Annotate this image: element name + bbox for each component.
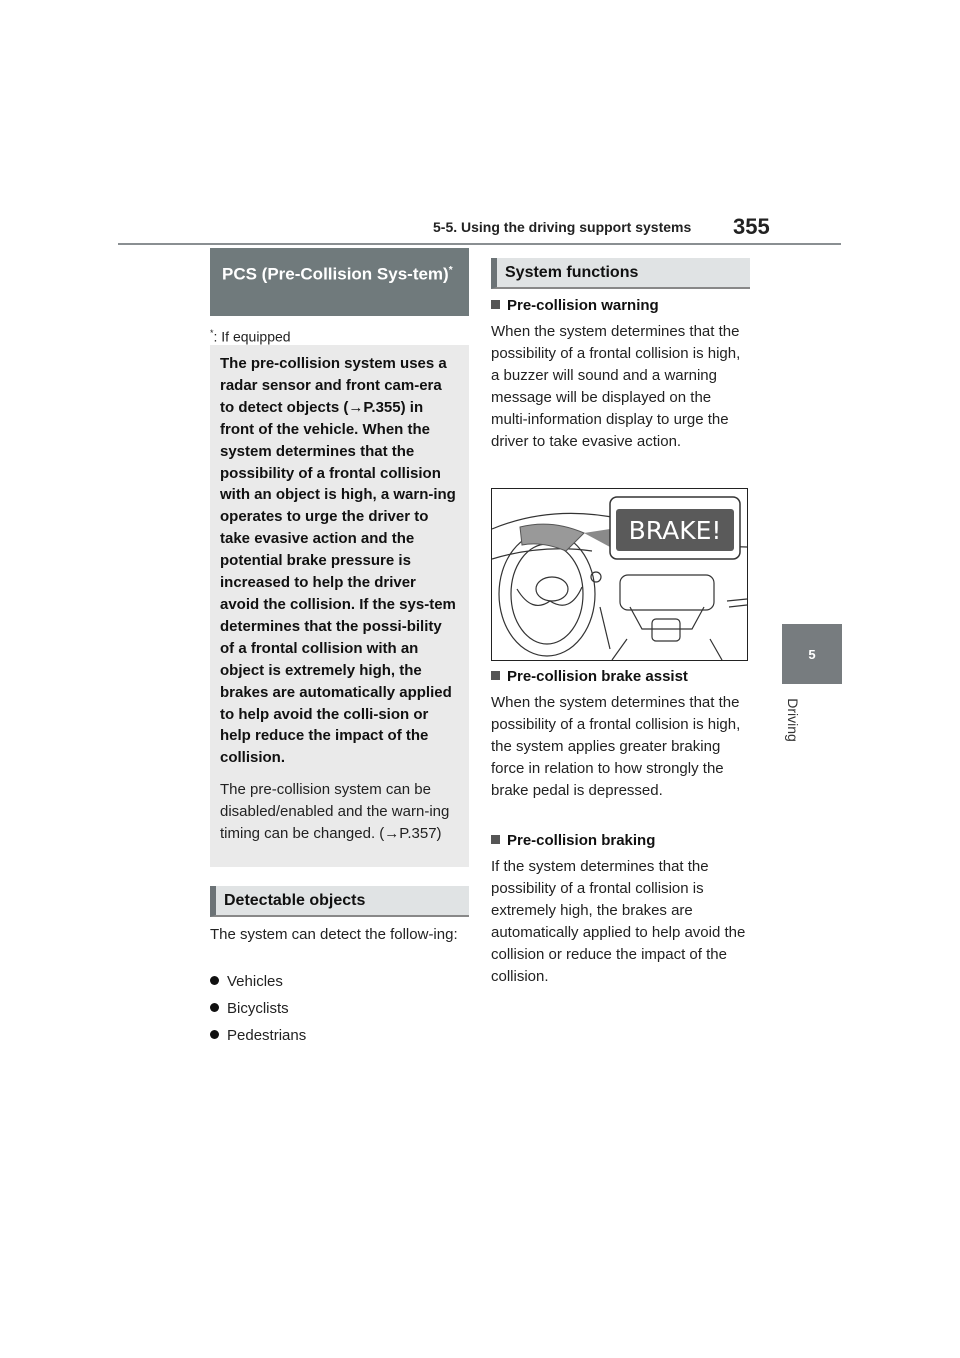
dash-edge bbox=[600, 607, 610, 649]
braking-title bbox=[491, 831, 655, 851]
list-item-label: Pedestrians bbox=[227, 1027, 307, 1044]
braking-title-text: Pre-collision braking bbox=[507, 832, 656, 849]
intro-plain-text: The pre-collision system can be disabled/enabled and the warn-ing timing can be changed. (→P.357) bbox=[220, 781, 450, 843]
warning-title-text: Pre-collision warning bbox=[507, 297, 659, 314]
steering-wheel-inner bbox=[511, 544, 583, 644]
vent bbox=[727, 599, 747, 607]
system-functions-heading: System functions bbox=[491, 258, 750, 289]
bullet-icon bbox=[210, 976, 219, 985]
pcs-heading-asterisk: * bbox=[448, 265, 453, 276]
chapter-number: 5 bbox=[808, 646, 816, 662]
list-item bbox=[210, 972, 470, 992]
intro-box bbox=[210, 345, 469, 867]
brake-assist-text: When the system determines that the possibility of a frontal collision is high, the system applies greater braking force in relation to how strongly the brake pedal is depressed. bbox=[491, 694, 741, 799]
steering-wheel bbox=[499, 532, 595, 656]
detectable-list bbox=[210, 972, 470, 1053]
chapter-tab bbox=[782, 624, 842, 684]
list-item bbox=[210, 999, 470, 1019]
bullet-icon bbox=[210, 1003, 219, 1012]
pcs-heading-text: PCS (Pre-Collision Sys-tem) bbox=[222, 264, 449, 284]
footnote-mark: * bbox=[210, 328, 214, 338]
chapter-label: Driving bbox=[785, 698, 801, 742]
detectable-objects-heading: Detectable objects bbox=[210, 886, 469, 917]
brake-assist-title bbox=[491, 667, 688, 687]
start-button bbox=[591, 572, 601, 582]
square-bullet-icon bbox=[491, 835, 500, 844]
brake-warning-text: BRAKE! bbox=[628, 516, 722, 545]
dashboard-drawing bbox=[492, 489, 747, 660]
brake-assist-title-text: Pre-collision brake assist bbox=[507, 668, 688, 685]
meter-cluster bbox=[520, 524, 584, 551]
dash-line bbox=[492, 549, 592, 559]
footnote bbox=[210, 328, 291, 345]
bullet-icon bbox=[210, 1030, 219, 1039]
steering-spoke bbox=[517, 587, 582, 605]
callout-pointer bbox=[584, 529, 610, 547]
dashboard-illustration bbox=[491, 488, 748, 661]
warning-text: When the system determines that the possibility of a frontal collision is high, a buzzer will sound and a warning message will be displayed on the multi-information display to urge the driver to take evasive action. bbox=[491, 323, 741, 450]
page-number: 355 bbox=[733, 214, 770, 239]
list-item-label: Vehicles bbox=[227, 973, 283, 990]
gear-shifter bbox=[652, 619, 680, 641]
running-head: 5-5. Using the driving support systems bbox=[433, 219, 692, 235]
header-rule bbox=[118, 243, 841, 245]
console-side bbox=[612, 639, 722, 660]
pcs-heading bbox=[210, 248, 469, 316]
list-item bbox=[210, 1026, 470, 1046]
steering-hub bbox=[536, 577, 568, 601]
square-bullet-icon bbox=[491, 300, 500, 309]
braking-text: If the system determines that the possibility of a frontal collision is extremely high, the brakes are automatically applied to help avoid the collision or reduce the impact of the collision. bbox=[491, 858, 746, 985]
footnote-text: : If equipped bbox=[213, 328, 291, 345]
list-item-label: Bicyclists bbox=[227, 1000, 289, 1017]
intro-bold-text: The pre-collision system uses a radar sensor and front cam-era to detect objects (→P.355) in front of the vehicle. When the system determines that the possibility of a frontal collision with an object is high, a warn-ing operates to urge the driver to take evasive action and the potential brake pressure is increased to help the driver avoid the collision. If the sys-tem determines that the possi-bility of a frontal collision with an object is extremely high, the brakes are automatically applied to help avoid the colli-sion or help reduce the impact of the collision. bbox=[220, 355, 456, 767]
detectable-intro: The system can detect the follow-ing: bbox=[210, 926, 458, 943]
center-console-screen bbox=[620, 575, 714, 610]
square-bullet-icon bbox=[491, 671, 500, 680]
warning-title bbox=[491, 296, 659, 316]
